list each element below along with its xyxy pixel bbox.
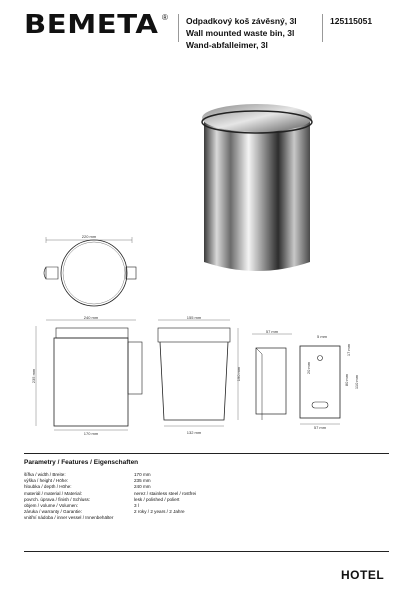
param-value: lesk / polished / poliert: [134, 496, 180, 502]
param-key: šířka / width / Breite:: [24, 472, 66, 477]
title-cz: Odpadkový koš závěsný, 3l: [186, 16, 297, 26]
title-en: Wall mounted waste bin, 3l: [186, 28, 295, 38]
param-value: 3 l: [134, 503, 139, 509]
brand-logo: [24, 10, 171, 40]
product-code: 125115051: [330, 16, 373, 26]
param-value: 240 mm: [134, 484, 151, 490]
wall-plate-drawing: [298, 328, 368, 432]
dim-plate-hole-to: 80 mm: [344, 373, 349, 387]
dim-side-width: 240 mm: [83, 315, 99, 320]
param-value: 170 mm: [134, 472, 151, 477]
dim-plate-hole: 5 mm: [317, 334, 327, 339]
param-key: záruka / warranty / Garantie:: [24, 509, 82, 515]
param-key: hloubka / depth / Höhe:: [24, 484, 72, 490]
dim-front-bottom: 132 mm: [186, 430, 202, 435]
bin-body: [204, 118, 310, 271]
param-key: objem / volume / Volumen:: [24, 503, 79, 509]
product-titles: [186, 15, 297, 51]
param-value: nerez / stainless steel / rostfrei: [134, 490, 197, 496]
dim-front-height: 190 mm: [236, 366, 241, 382]
header-divider: [178, 14, 179, 42]
footer-category: HOTEL: [341, 568, 385, 582]
param-value: 235 mm: [134, 478, 151, 484]
param-row: [24, 515, 389, 521]
param-key: povrch. úprava / finish / Schluss:: [24, 496, 91, 502]
dim-front-top: 155 mm: [186, 315, 202, 320]
dim-bracket-depth: 57 mm: [265, 329, 279, 334]
parameters-title: Parametry / Features / Eigenschaften: [24, 459, 139, 466]
dim-plate-width: 57 mm: [313, 425, 327, 430]
dim-plate-top: 17 mm: [346, 343, 351, 357]
side-view-drawing: [32, 316, 150, 438]
dim-side-bottom: 170 mm: [83, 431, 99, 436]
registered-mark: ®: [162, 13, 168, 22]
dim-plate-height: 110 mm: [354, 374, 359, 390]
bin-lid: [202, 104, 312, 132]
header-divider: [322, 14, 323, 42]
parameters-section: [24, 453, 389, 553]
front-view-drawing: [150, 316, 246, 438]
dim-top-width: 220 mm: [81, 234, 97, 239]
parameters-divider: [24, 551, 389, 552]
brand-logo-text: BEMETA: [24, 10, 159, 40]
dim-plate-mid: 20 mm: [306, 361, 311, 375]
param-key: výška / height / Höhe:: [24, 478, 69, 484]
param-key: vnitřní nádoba / inner vessel / Innenbehälter: [24, 515, 114, 521]
header: [0, 0, 414, 50]
product-photo: [198, 98, 316, 278]
top-view-drawing: [38, 231, 148, 311]
param-key: materiál / material / Material:: [24, 490, 82, 496]
param-value: 2 roky / 2 years / 2 Jahre: [134, 509, 185, 515]
dim-side-height: 235 mm: [31, 368, 36, 384]
title-de: Wand-abfalleimer, 3l: [186, 40, 268, 50]
bracket-drawing: [248, 326, 298, 426]
